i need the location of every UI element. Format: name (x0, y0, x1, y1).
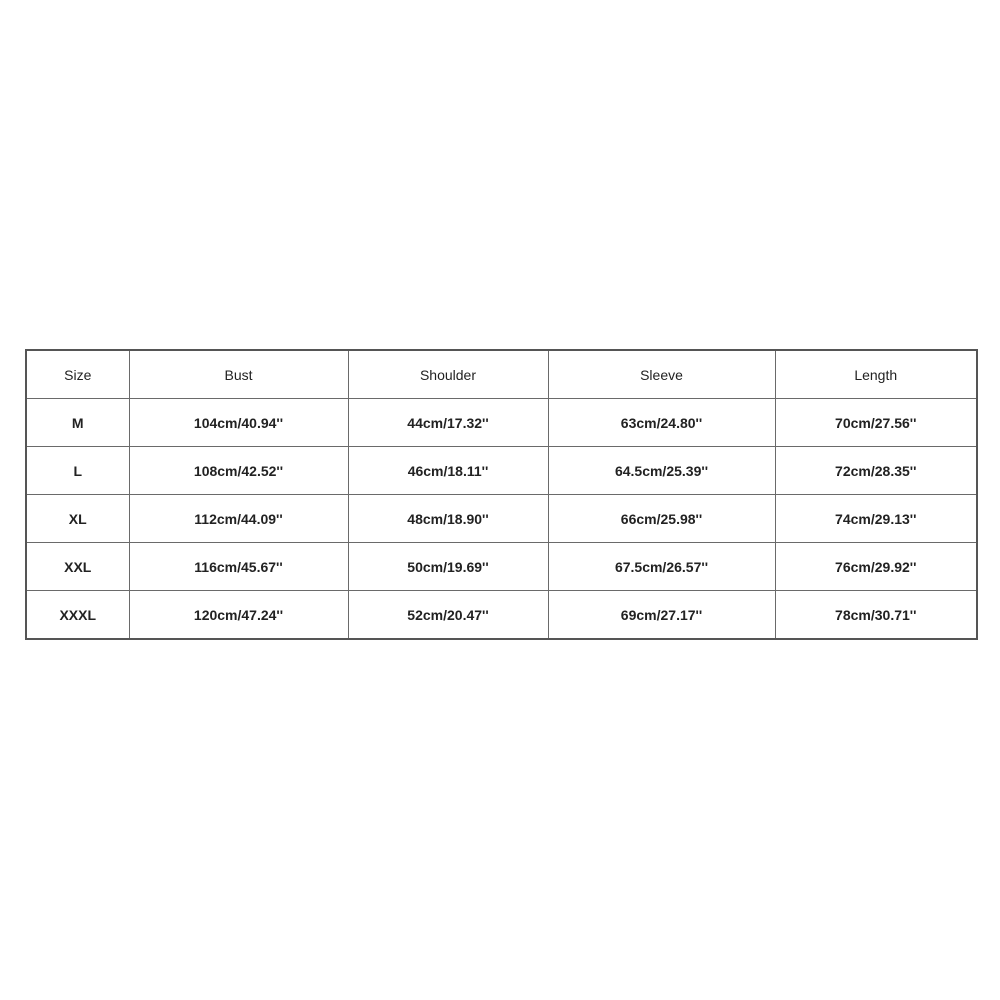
table-row (26, 543, 977, 591)
cell-length: 72cm/28.35'' (775, 447, 977, 495)
table-row (26, 399, 977, 447)
size-chart-table (25, 349, 978, 640)
cell-size: L (26, 447, 129, 495)
cell-shoulder: 48cm/18.90'' (348, 495, 548, 543)
header-sleeve: Sleeve (548, 350, 775, 399)
cell-size: M (26, 399, 129, 447)
cell-shoulder: 52cm/20.47'' (348, 591, 548, 640)
cell-sleeve: 67.5cm/26.57'' (548, 543, 775, 591)
cell-bust: 116cm/45.67'' (129, 543, 348, 591)
cell-bust: 104cm/40.94'' (129, 399, 348, 447)
cell-shoulder: 46cm/18.11'' (348, 447, 548, 495)
cell-length: 74cm/29.13'' (775, 495, 977, 543)
cell-shoulder: 44cm/17.32'' (348, 399, 548, 447)
header-shoulder: Shoulder (348, 350, 548, 399)
cell-sleeve: 64.5cm/25.39'' (548, 447, 775, 495)
cell-length: 78cm/30.71'' (775, 591, 977, 640)
cell-shoulder: 50cm/19.69'' (348, 543, 548, 591)
cell-size: XXXL (26, 591, 129, 640)
cell-sleeve: 66cm/25.98'' (548, 495, 775, 543)
header-row (26, 350, 977, 399)
cell-length: 76cm/29.92'' (775, 543, 977, 591)
cell-bust: 108cm/42.52'' (129, 447, 348, 495)
cell-sleeve: 63cm/24.80'' (548, 399, 775, 447)
table-row (26, 495, 977, 543)
header-size: Size (26, 350, 129, 399)
cell-bust: 112cm/44.09'' (129, 495, 348, 543)
cell-sleeve: 69cm/27.17'' (548, 591, 775, 640)
cell-length: 70cm/27.56'' (775, 399, 977, 447)
cell-size: XL (26, 495, 129, 543)
header-length: Length (775, 350, 977, 399)
cell-bust: 120cm/47.24'' (129, 591, 348, 640)
table-row (26, 447, 977, 495)
cell-size: XXL (26, 543, 129, 591)
table-row (26, 591, 977, 640)
header-bust: Bust (129, 350, 348, 399)
